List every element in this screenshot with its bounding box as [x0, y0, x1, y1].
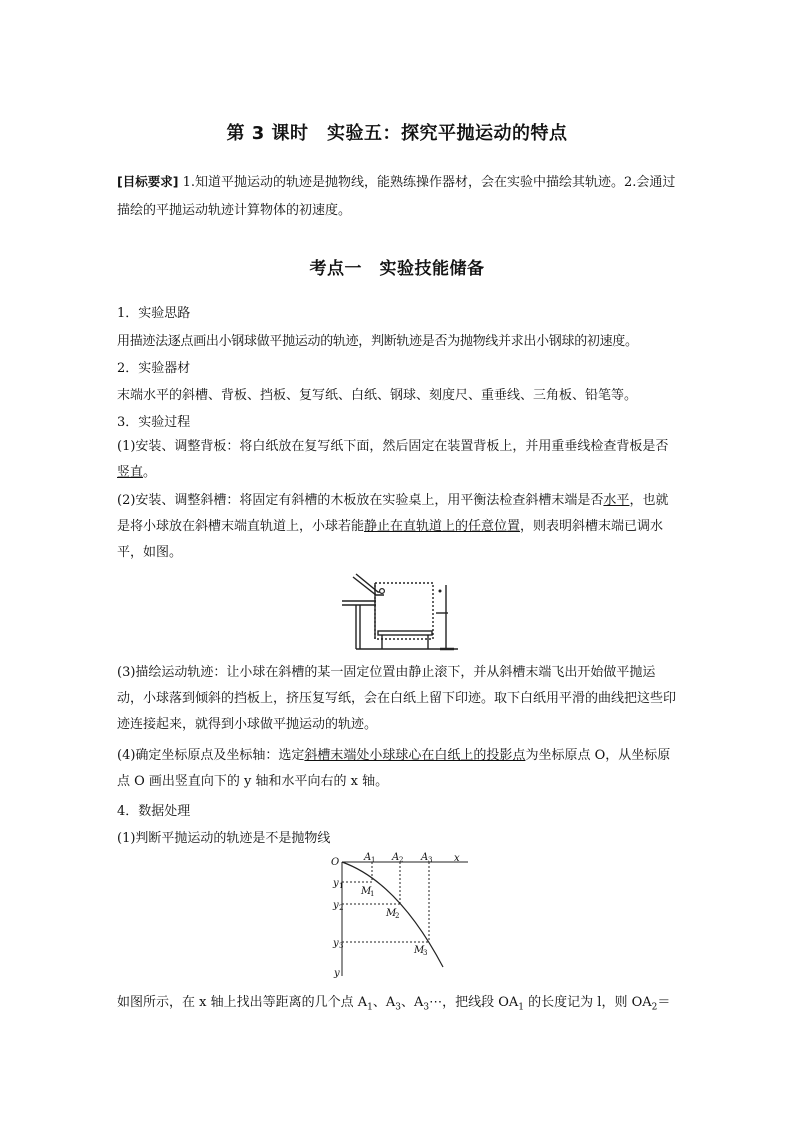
final-sub-3: 3 — [423, 1002, 430, 1013]
final-text-f: ＝ — [657, 995, 671, 1010]
final-text-c: 、A — [400, 995, 424, 1010]
sub-m2: 2 — [395, 912, 400, 920]
step-4-underline: 斜槽末端处小球球心在白纸上的投影点 — [304, 748, 526, 763]
final-sub-4: 1 — [518, 1002, 525, 1013]
trajectory-figure — [328, 852, 478, 982]
heading-experiment-idea: 1．实验思路 — [117, 306, 191, 321]
paragraph-experiment-idea: 用描迹法逐点画出小钢球做平抛运动的轨迹，判断轨迹是否为抛物线并求出小钢球的初速度。 — [117, 334, 638, 349]
subheading-parabola-check: (1)判断平抛运动的轨迹是不是抛物线 — [117, 831, 331, 846]
final-sub-1: 1 — [367, 1002, 373, 1013]
label-m2: M — [386, 908, 397, 919]
step-2-text-c: ，则表明斜槽末端已调水平，如图。 — [117, 519, 664, 560]
step-1-underline: 竖直 — [117, 465, 144, 480]
apparatus-figure — [340, 573, 460, 653]
label-a2: A — [392, 852, 400, 863]
label-a1: A — [364, 852, 372, 863]
sub-m3: 3 — [423, 949, 428, 957]
step-2-underline-1: 水平 — [603, 493, 630, 508]
final-sub-2: 3 — [395, 1002, 401, 1013]
step-4 — [117, 743, 680, 795]
final-text-b: 、A — [372, 995, 396, 1010]
label-y2: y — [333, 900, 339, 911]
label-y1: y — [333, 878, 339, 889]
learning-goals — [117, 168, 679, 225]
step-2-underline-2: 静止在直轨道上的任意位置 — [364, 519, 521, 534]
label-y3: y — [333, 938, 339, 949]
step-2-text-a: (2)安装、调整斜槽：将固定有斜槽的木板放在实验桌上，用平衡法检查斜槽末端是否 — [117, 493, 604, 508]
label-m1: M — [361, 886, 372, 897]
sub-y1: 1 — [339, 882, 344, 890]
sub-a3: 3 — [428, 856, 433, 864]
final-text-a: 如图所示，在 x 轴上找出等距离的几个点 A — [117, 995, 368, 1010]
step-2 — [117, 488, 680, 566]
heading-procedure: 3．实验过程 — [117, 415, 191, 430]
final-sub-5: 2 — [651, 1002, 658, 1013]
page-title: 第 3 课时 实验五：探究平抛运动的特点 — [226, 123, 568, 144]
step-4-text-b: 为坐标原点 O，从坐标原点 O 画出竖直向下的 y 轴和水平向右的 x 轴。 — [117, 748, 671, 789]
heading-equipment: 2．实验器材 — [117, 361, 191, 376]
heading-data-processing: 4．数据处理 — [117, 804, 191, 819]
final-text-d: ⋯，把线段 OA — [429, 995, 519, 1010]
label-m3: M — [414, 945, 425, 956]
step-1 — [117, 434, 680, 486]
label-y: y — [334, 968, 340, 979]
sub-y2: 2 — [339, 904, 344, 912]
sub-y3: 3 — [339, 942, 344, 950]
final-paragraph — [117, 991, 682, 1013]
section-heading: 考点一 实验技能储备 — [309, 259, 485, 279]
goal-tag: [目标要求] — [117, 174, 179, 189]
paragraph-equipment: 末端水平的斜槽、背板、挡板、复写纸、白纸、钢球、刻度尺、重垂线、三角板、铅笔等。 — [117, 388, 638, 403]
sub-m1: 1 — [370, 890, 375, 898]
step-2-text-b: ，也就是将小球放在斜槽末端直轨道上，小球若能 — [117, 493, 669, 534]
final-text-e: 的长度记为 l，则 OA — [524, 995, 652, 1010]
step-4-text-a: (4)确定坐标原点及坐标轴：选定 — [117, 748, 305, 763]
sub-a1: 1 — [371, 856, 376, 864]
label-x: x — [454, 853, 460, 864]
step-1-end: 。 — [143, 465, 157, 480]
goal-text: 1.知道平抛运动的轨迹是抛物线，能熟练操作器材，会在实验中描绘其轨迹。2.会通过描绘的平抛运动轨迹计算物体的初速度。 — [117, 175, 676, 218]
label-origin: O — [331, 857, 340, 868]
step-1-text: (1)安装、调整背板：将白纸放在复写纸下面，然后固定在装置背板上，并用重垂线检查背板是否 — [117, 439, 669, 454]
sub-a2: 2 — [399, 856, 404, 864]
step-3: (3)描绘运动轨迹：让小球在斜槽的某一固定位置由静止滚下，并从斜槽末端飞出开始做平抛运动，小球落到倾斜的挡板上，挤压复写纸，会在白纸上留下印迹。取下白纸用平滑的曲线把这些印迹连接起来，就得到小球做平抛运动的轨迹。 — [117, 665, 677, 732]
label-a3: A — [421, 852, 429, 863]
